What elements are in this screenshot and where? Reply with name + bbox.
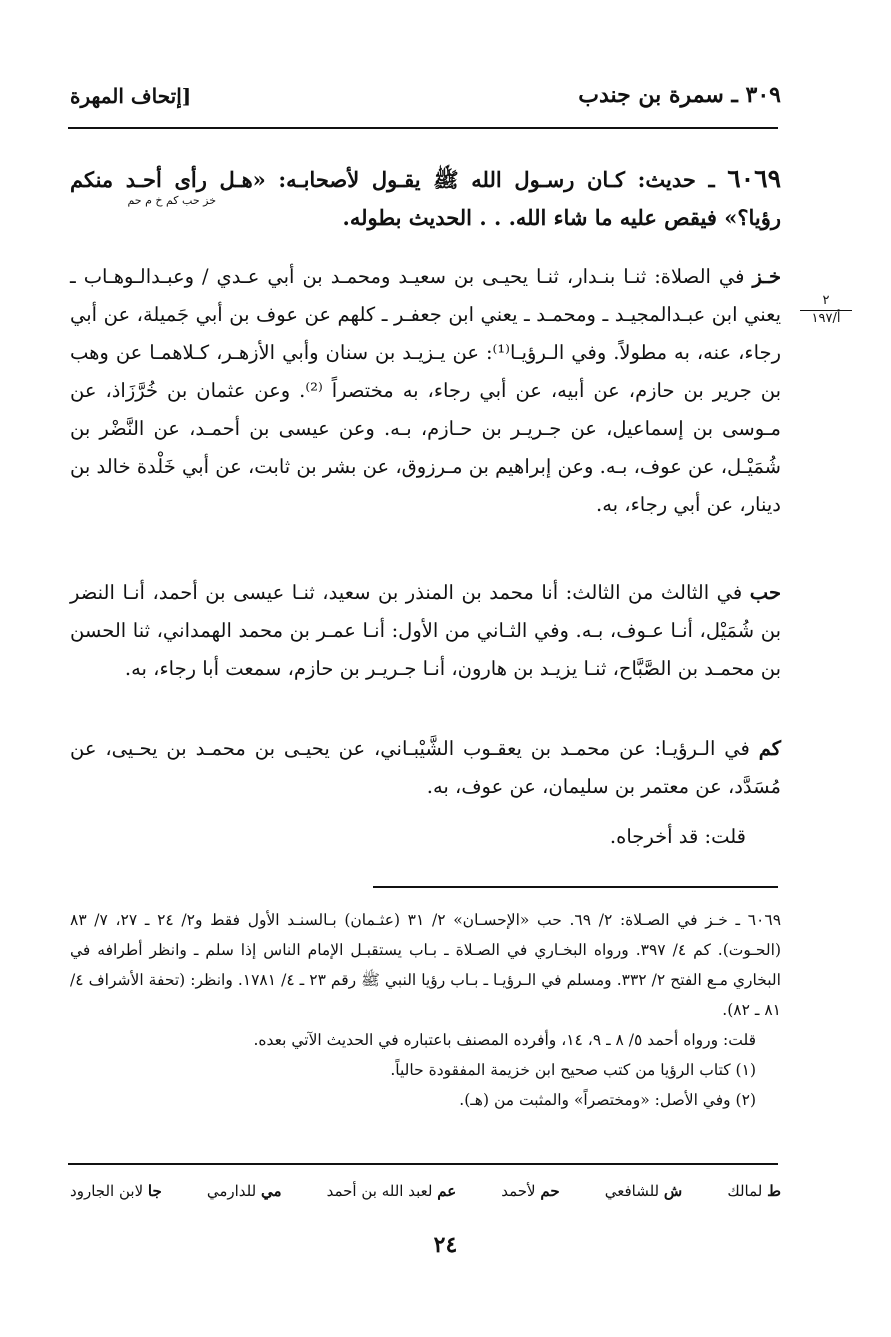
footnote-main: ٦٠٦٩ ـ خـز في الصـلاة: ٢/ ٦٩. حب «الإحسـان» ٢/ ٣١ (عثـمان) بـالسنـد الأول فقط و٢/ ٢٤ ـ ٢٧، ٧/ ٨٣ (الحـوت). كم ٤/ ٣٩٧. ورواه البخـاري في الصـلاة ـ بـاب يستقبـل الإمام الناس إذا سلم ـ وانظر أطرافه في البخاري مـع الفتح ٢/ ٣٣٢. ومسلم في الـرؤيـا ـ بـاب رؤيا النبي ﷺ رقم ٢٣ ـ ٤/ ١٧٨١. وانظر: (تحفة الأشراف ٤/ ٨١ ـ ٨٢). [70, 911, 782, 1019]
footnote-2: (٢) وفي الأصل: «ومختصراً» والمثبت من (هـ). [459, 1091, 756, 1109]
footnote-1: (١) كتاب الرؤيا من كتب صحيح ابن خزيمة المفقودة حالياً. [390, 1061, 756, 1079]
hadith-text: ـ حديث: كـان رسـول الله ﷺ يقـول لأصحابـه: «هـل رأى أحـد منكم رؤيا؟» فيقص عليه ما شاء الله. . . الحديث بطوله. [70, 167, 781, 230]
folio-ref-top: ٢ [800, 293, 852, 311]
paragraph-km [70, 730, 781, 806]
running-header-book: [إتحاف المهرة [70, 84, 192, 108]
hadith-number: ٦٠٦٩ [727, 164, 782, 193]
abbr-item: حم لأحمد [501, 1182, 560, 1200]
footnote-note: قلت: ورواه أحمد ٥/ ٨ ـ ٩، ١٤، وأفرده المصنف باعتباره في الحديث الآتي بعده. [253, 1031, 756, 1049]
paragraph-text: في الثالث من الثالث: أنا محمد بن المنذر بن سعيد، ثنـا عيسى بن أحمد، أنـا النضر بن شُمَيْل، أنـا عـوف، بـه. وفي الثـاني من الأول: أنـا عمـر بن محمد الهمداني، ثنا الحسن بن محمـد بن الصَّبَّاح، ثنـا يزيـد بن هارون، أنـا جـريـر بن حازم، سمعت أبا رجاء، به. [70, 581, 781, 680]
paragraph-text: في الـرؤيـا: عن محمـد بن يعقـوب الشَّيْبـاني، عن يحيـى بن محمـد بن يحـيى، عن مُسَدَّد، عن معتمر بن سليمان، عن عوف، به. [70, 737, 781, 798]
abbr-item: جا لابن الجارود [70, 1182, 162, 1200]
paragraph-qultu [70, 818, 746, 856]
running-header-chapter: ٣٠٩ ـ سمرة بن جندب [578, 82, 781, 108]
abbr-item: ش للشافعي [604, 1182, 683, 1200]
abbr-item: ط لمالك [727, 1182, 781, 1200]
source-symbols: خز حب كم خ م حم [127, 194, 216, 207]
source-code: كم [758, 737, 781, 760]
abbreviations-rule [68, 1163, 778, 1165]
abbreviations-key [70, 1182, 781, 1200]
paragraph-text: في الصلاة: ثنـا بنـدار، ثنـا يحيـى بن سعيـد ومحمـد بن أبي عـدي / وعبـدالـوهـاب ـ يعني ابن عبـدالمجيـد ـ ومحمـد ـ يعني ابن جعفـر ـ كلهم عن عوف بن أبي جَميلة، عن أبي رجاء، عنه، به مطولاً. وفي الـرؤيـا⁽¹⁾: عن يـزيـد بن سنان وأبي الأزهـر، كـلاهمـا عن وهب بن جرير بن حازم، عن أبيه، عن أبي رجاء، به مختصراً ⁽²⁾. وعن عثمان بن خُرَّزَاذ، عن مـوسى بن إسماعيل، عن جـريـر بن حـازم، بـه. وعن عيسى بن أحمـد، عن النَّضْر بن شُمَيْـل، عن عوف، بـه. وعن إبراهيم بن مـرزوق، عن بشر بن ثابت، عن أبي خَلْدة خالد بن دينار، عن أبي رجاء، به. [70, 265, 781, 516]
header-rule [68, 127, 778, 129]
paragraph-text: قلت: قد أخرجاه. [609, 825, 746, 848]
manuscript-folio-ref [800, 293, 852, 327]
footnotes [70, 905, 781, 1115]
abbr-item: مي للدارمي [206, 1182, 282, 1200]
page-number: ٢٤ [433, 1232, 458, 1258]
footnote-rule [373, 886, 778, 888]
paragraph-hb [70, 574, 781, 688]
paragraph-khz [70, 258, 781, 524]
source-code: حب [749, 581, 781, 604]
folio-ref-bottom: أ/١٩٧ [811, 311, 841, 326]
abbr-item: عم لعبد الله بن أحمد [326, 1182, 457, 1200]
source-code: خـز [752, 265, 781, 288]
